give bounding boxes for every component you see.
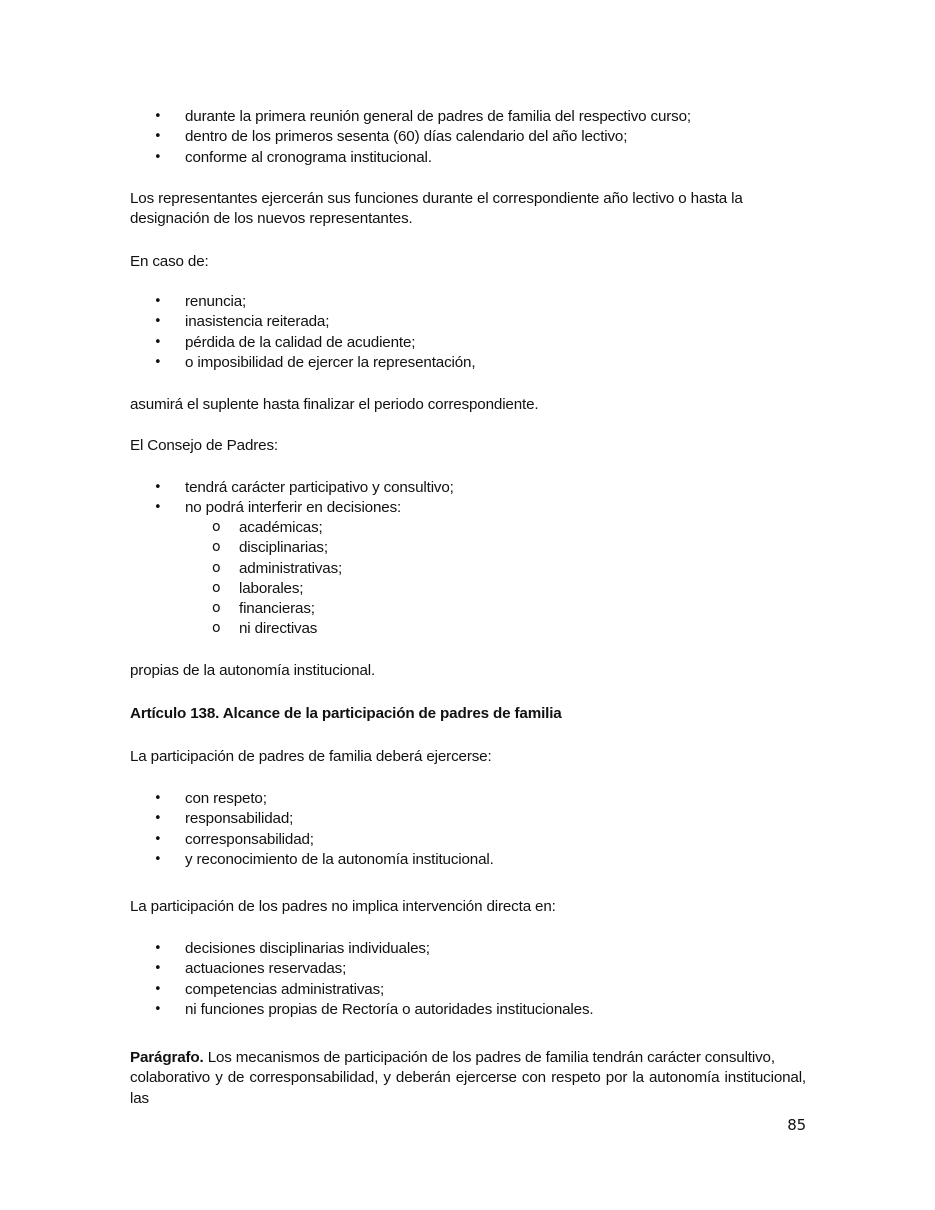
bullet-list-casos: [130, 292, 806, 373]
list-item: • ni funciones propias de Rectoría o autoridades institucionales.: [130, 1000, 806, 1020]
list-item: • con respeto;: [130, 789, 806, 809]
text-line: Los mecanismos de participación de los padres de familia tendrán carácter consultivo,: [203, 1049, 775, 1066]
list-item: • inasistencia reiterada;: [130, 312, 806, 332]
paragrafo-label: Parágrafo.: [130, 1049, 204, 1066]
list-item: • pérdida de la calidad de acudiente;: [130, 333, 806, 353]
list-item: [130, 498, 806, 518]
paragraph-consejo-intro: El Consejo de Padres:: [130, 437, 278, 454]
paragraph-no-implica: La participación de los padres no implica intervención directa en:: [130, 898, 556, 915]
list-item-label: no podrá interferir en decisiones:: [185, 499, 402, 517]
paragraph-autonomia: propias de la autonomía institucional.: [130, 662, 376, 679]
sub-list-decisiones: [130, 518, 806, 640]
bullet-list-consejo: [130, 478, 806, 519]
list-item: • conforme al cronograma institucional.: [130, 148, 806, 168]
list-item: • renuncia;: [130, 292, 806, 312]
list-item: • actuaciones reservadas;: [130, 959, 806, 979]
sub-list-item: o laborales;: [130, 579, 806, 599]
list-item: • competencias administrativas;: [130, 980, 806, 1000]
list-item: • tendrá carácter participativo y consultivo;: [130, 478, 806, 498]
list-item: • corresponsabilidad;: [130, 830, 806, 850]
paragraph-suplente: asumirá el suplente hasta finalizar el periodo correspondiente.: [130, 396, 539, 413]
list-item: • responsabilidad;: [130, 809, 806, 829]
list-item: • y reconocimiento de la autonomía institucional.: [130, 850, 806, 870]
paragraph-participacion-intro: La participación de padres de familia deberá ejercerse:: [130, 748, 492, 765]
list-item: • decisiones disciplinarias individuales;: [130, 939, 806, 959]
text-line: designación de los nuevos representantes.: [130, 210, 413, 228]
paragraph-representantes: [130, 189, 806, 230]
list-item: • o imposibilidad de ejercer la representación,: [130, 353, 806, 373]
text-line: colaborativo y de corresponsabilidad, y deberán ejercerse con respeto por la autonomía institucional, las: [130, 1069, 806, 1107]
page-number: 85: [787, 1116, 806, 1134]
paragraph-en-caso: En caso de:: [130, 253, 209, 270]
bullet-list-intervencion: [130, 939, 806, 1020]
sub-list-item: o disciplinarias;: [130, 538, 806, 558]
list-item: • durante la primera reunión general de padres de familia del respectivo curso;: [130, 107, 806, 127]
bullet-list-participacion: [130, 789, 806, 870]
sub-list-item: o financieras;: [130, 599, 806, 619]
list-item: • dentro de los primeros sesenta (60) días calendario del año lectivo;: [130, 127, 806, 147]
sub-list-item: o académicas;: [130, 518, 806, 538]
paragraph-paragrafo: [130, 1048, 806, 1109]
text-line: Los representantes ejercerán sus funciones durante el correspondiente año lectivo o hasta la: [130, 190, 743, 207]
bullet-list-timing: [130, 107, 806, 168]
sub-list-item: o ni directivas: [130, 619, 806, 639]
sub-list-item: o administrativas;: [130, 559, 806, 579]
article-heading: Artículo 138. Alcance de la participación de padres de familia: [130, 705, 562, 722]
